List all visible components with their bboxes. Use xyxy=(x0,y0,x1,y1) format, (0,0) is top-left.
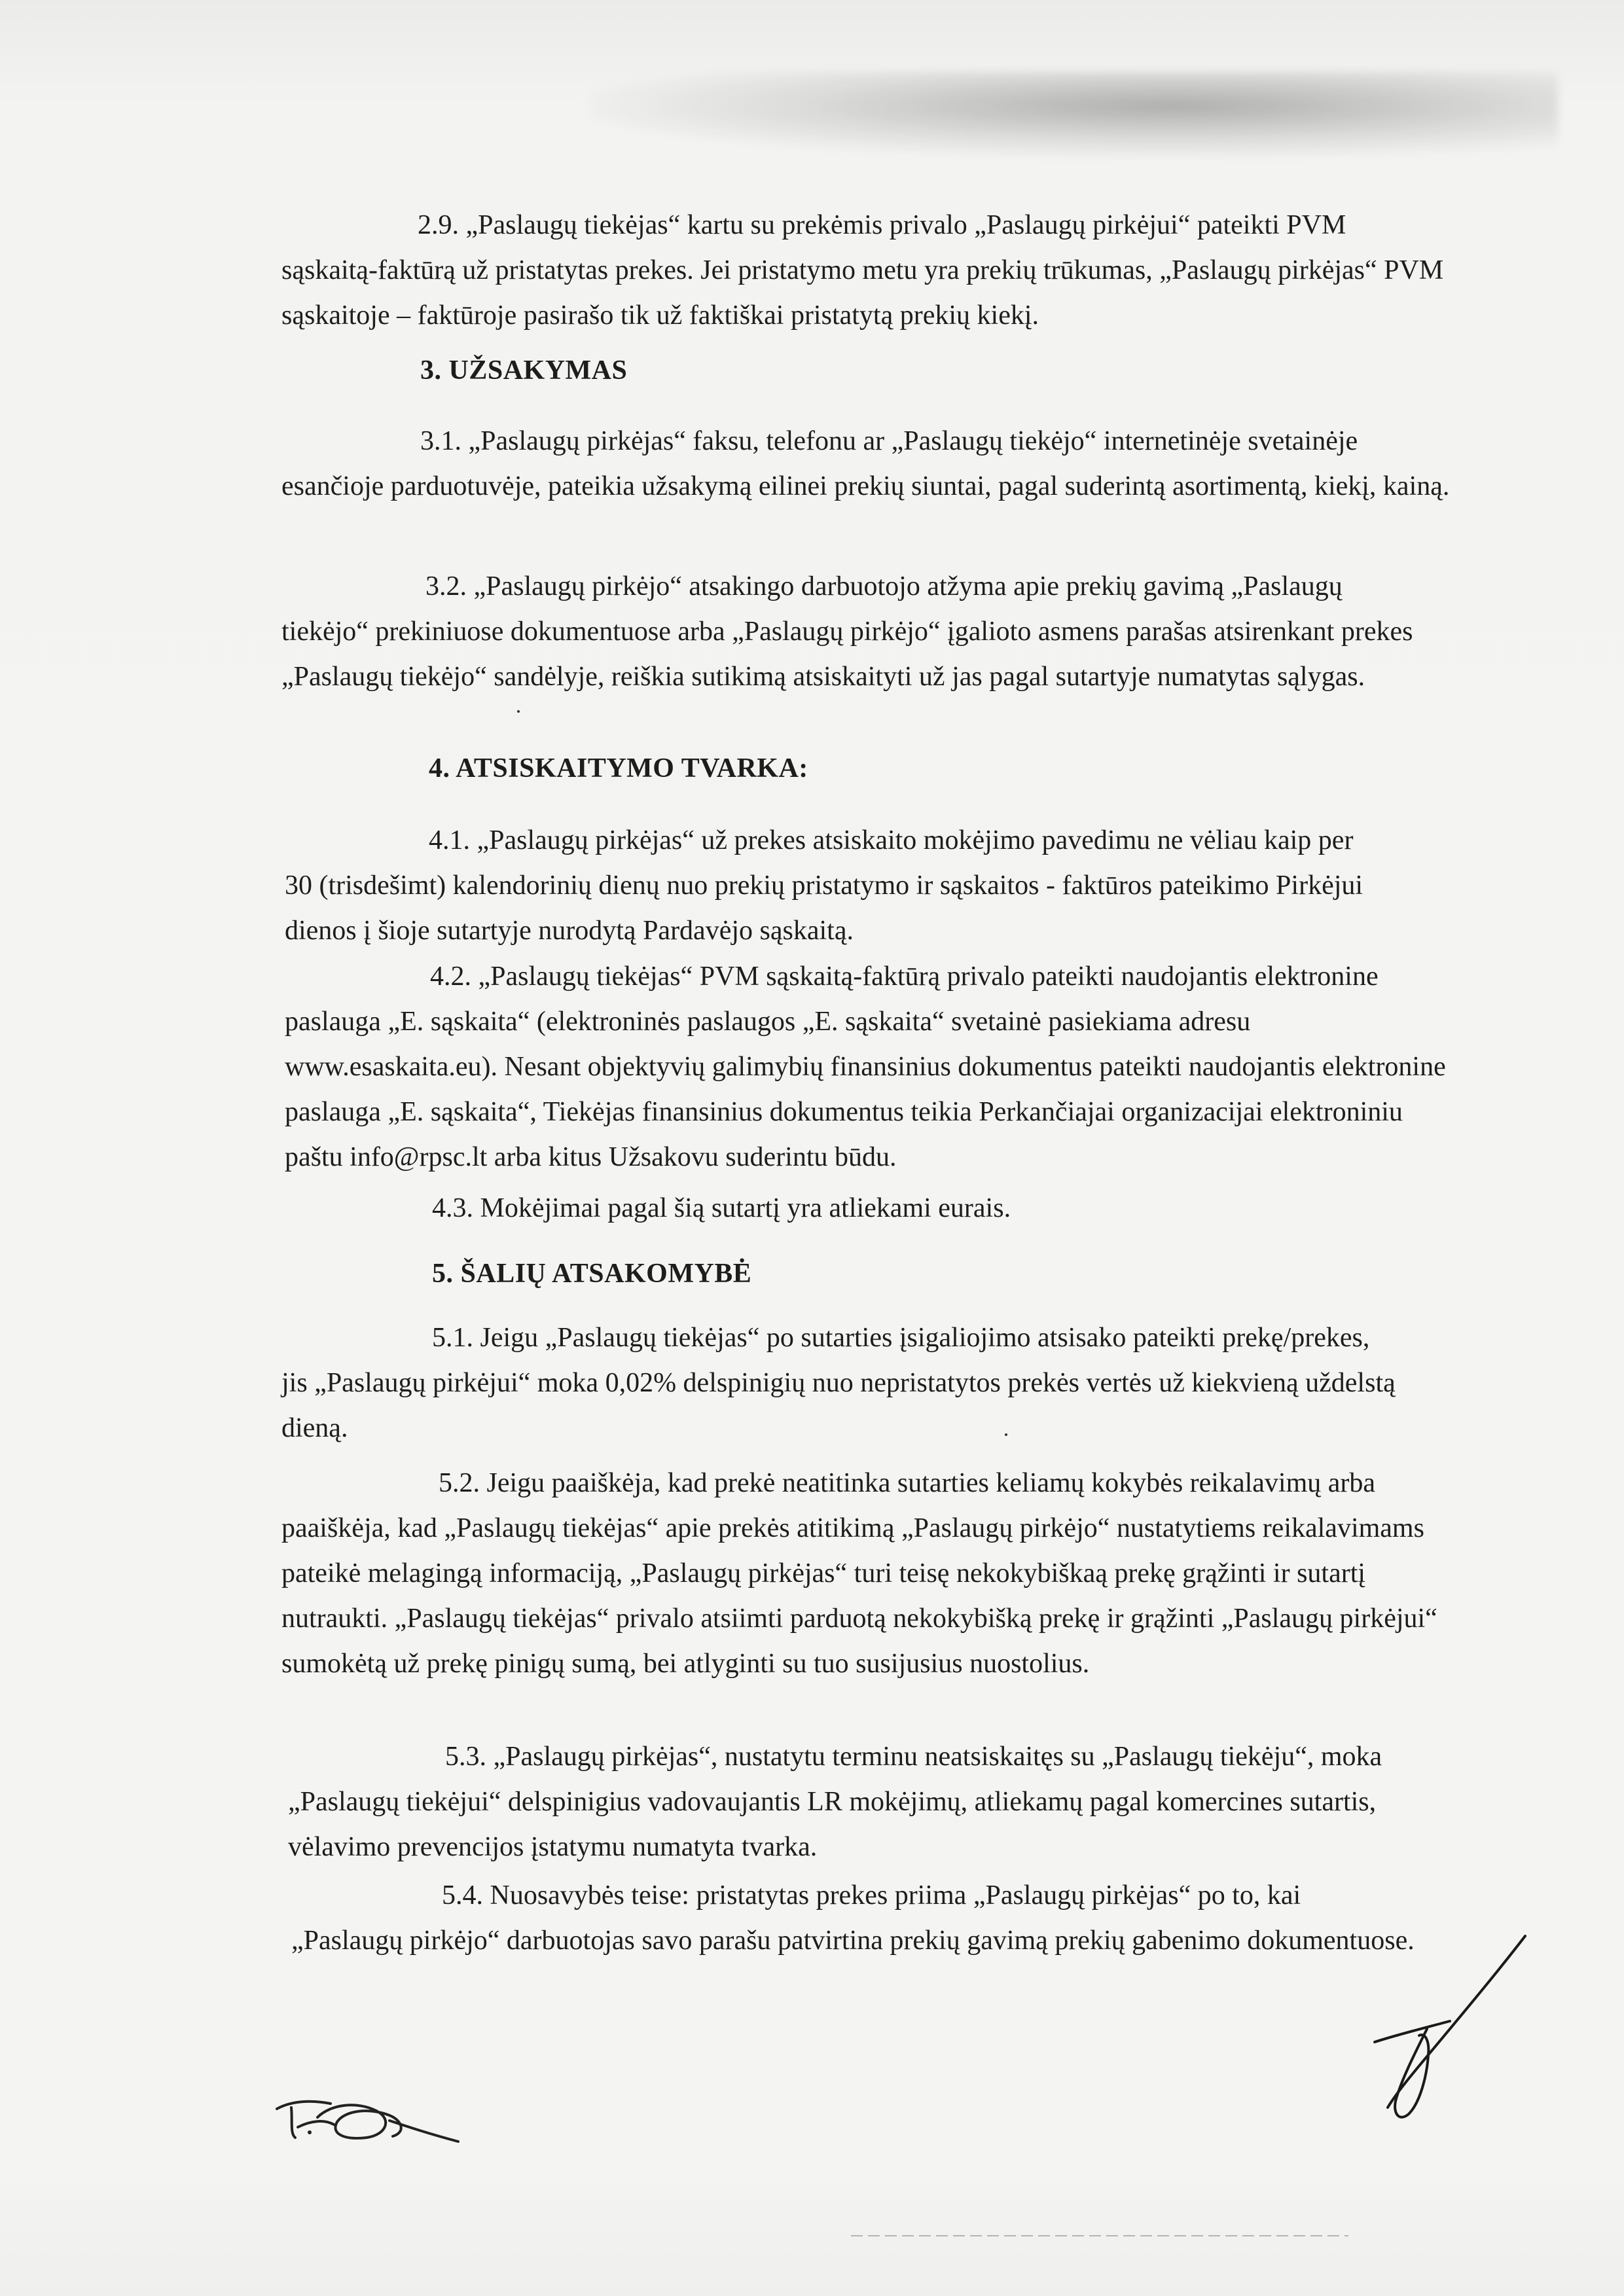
paragraph-4-2 xyxy=(285,954,1463,1180)
section-heading-4: 4. ATSISKAITYMO TVARKA: xyxy=(429,753,808,783)
handwritten-signature-right xyxy=(1335,1931,1532,2127)
paragraph-continuation: „Paslaugų tiekėjui“ delspinigius vadovaujantis LR mokėjimų, atliekamų pagal komercines sutartis, vėlavimo prevencijos įstatymu numatyta tvarka. xyxy=(288,1787,1377,1862)
paragraph-first-line: 3.1. „Paslaugų pirkėjas“ faksu, telefonu ar „Paslaugų tiekėjo“ internetinėje svetainėje xyxy=(420,426,1358,456)
paragraph-first-line: 3.2. „Paslaugų pirkėjo“ atsakingo darbuotojo atžyma apie prekių gavimą „Paslaugų xyxy=(425,571,1343,601)
section-heading-5: 5. ŠALIŲ ATSAKOMYBĖ xyxy=(432,1259,752,1289)
paragraph-3-1 xyxy=(281,419,1473,509)
paragraph-continuation: tiekėjo“ prekiniuose dokumentuose arba „Paslaugų pirkėjo“ įgalioto asmens parašas atsirenkant prekes „Paslaugų tiekėjo“ sandėlyje, reiškia sutikimą atsiskaityti už jas pagal sutartyje numatytas sąlygas. xyxy=(281,617,1413,692)
paragraph-first-line: 5.2. Jeigu paaiškėja, kad prekė neatitinka sutarties keliamų kokybės reikalavimų arba xyxy=(439,1468,1376,1498)
section-heading-3: 3. UŽSAKYMAS xyxy=(420,355,628,386)
scan-speck xyxy=(517,710,520,713)
paragraph-continuation: „Paslaugų pirkėjo“ darbuotojas savo parašu patvirtina prekių gavimą prekių gabenimo dokumentuose. xyxy=(291,1926,1415,1956)
paragraph-first-line: 5.4. Nuosavybės teise: pristatytas prekes priima „Paslaugų pirkėjas“ po to, kai xyxy=(442,1880,1301,1910)
paragraph-4-1 xyxy=(285,818,1437,954)
paragraph-first-line: 5.1. Jeigu „Paslaugų tiekėjas“ po sutarties įsigaliojimo atsisako pateikti prekę/prekes, xyxy=(432,1323,1370,1353)
paragraph-2-9 xyxy=(281,203,1447,338)
paragraph-continuation: 30 (trisdešimt) kalendorinių dienų nuo prekių pristatymo ir sąskaitos - faktūros pateikimo Pirkėjui dienos į šioje sutartyje nurodytą Pardavėjo sąskaitą. xyxy=(285,870,1363,946)
scan-speck xyxy=(1005,1433,1007,1436)
scan-shadow-artifact xyxy=(589,72,1558,157)
paragraph-continuation: paslauga „E. sąskaita“ (elektroninės paslaugos „E. sąskaita“ svetainė pasiekiama adresu www.esaskaita.eu). Nesant objektyvių galimybių finansinius dokumentus pateikti naudojantis elektronine paslauga „E. sąskaita“, Tiekėjas finansinius dokumentus teikia Perkančiajai organizacijai elektroniniu paštu info@rpsc.lt arba kitus Užsakovu suderintu būdu. xyxy=(285,1007,1446,1172)
paragraph-continuation: jis „Paslaugų pirkėjui“ moka 0,02% delspinigių nuo nepristatytos prekės vertės už kiekvieną uždelstą dieną. xyxy=(281,1368,1396,1443)
paragraph-5-4 xyxy=(291,1873,1437,1964)
paragraph-continuation: sąskaitą-faktūrą už pristatytas prekes. Jei pristatymo metu yra prekių trūkumas, „Paslaugų pirkėjas“ PVM sąskaitoje – faktūroje pasirašo tik už faktiškai pristatytą prekių kiekį. xyxy=(281,255,1444,331)
handwritten-initials-left xyxy=(272,2081,468,2153)
paragraph-5-1 xyxy=(281,1316,1460,1451)
paragraph-continuation: esančioje parduotuvėje, pateikia užsakymą eilinei prekių siuntai, pagal suderintą asortimentą, kiekį, kainą. xyxy=(281,471,1450,501)
paragraph-continuation: paaiškėja, kad „Paslaugų tiekėjas“ apie prekės atitikimą „Paslaugų pirkėjo“ nustatytiems reikalavimams pateikė melagingą informaciją, „Paslaugų pirkėjas“ turi teisę nekokybiškaą prekę grąžinti ir sutartį nutraukti. „Paslaugų tiekėjas“ privalo atsiimti parduotą nekokybišką prekę ir grąžinti „Paslaugų pirkėjui“ sumokėtą už prekę pinigų sumą, bei atlyginti su tuo susijusius nuostolius. xyxy=(281,1513,1437,1679)
paragraph-first-line: 2.9. „Paslaugų tiekėjas“ kartu su prekėmis privalo „Paslaugų pirkėjui“ pateikti PVM xyxy=(418,210,1346,240)
paragraph-5-3 xyxy=(288,1734,1466,1870)
paragraph-first-line: 4.2. „Paslaugų tiekėjas“ PVM sąskaitą-faktūrą privalo pateikti naudojantis elektronine xyxy=(430,961,1379,992)
scan-edge-artifact xyxy=(851,2235,1348,2236)
paragraph-first-line: 5.3. „Paslaugų pirkėjas“, nustatytu terminu neatsiskaitęs su „Paslaugų tiekėju“, moka xyxy=(445,1742,1382,1772)
paragraph-3-2 xyxy=(281,564,1460,700)
paragraph-4-3: 4.3. Mokėjimai pagal šią sutartį yra atliekami eurais. xyxy=(432,1193,1011,1223)
paragraph-first-line: 4.1. „Paslaugų pirkėjas“ už prekes atsiskaito mokėjimo pavedimu ne vėliau kaip per xyxy=(429,825,1354,855)
paragraph-5-2 xyxy=(281,1461,1466,1687)
